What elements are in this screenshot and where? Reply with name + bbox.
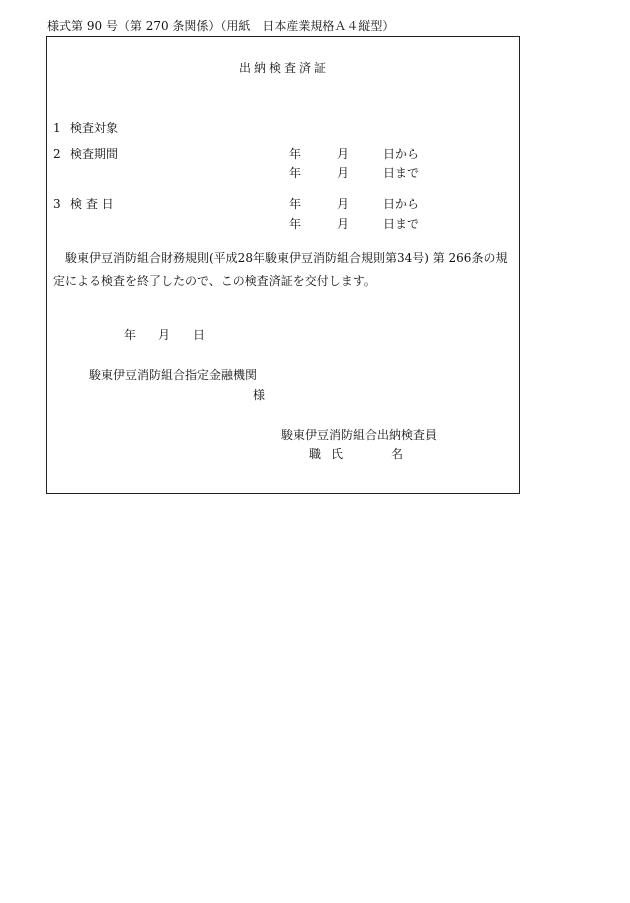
item-3-number: 3 [53, 197, 61, 211]
item-2-label: 検査期間 [70, 147, 119, 161]
inspect-from-year: 年 [289, 197, 302, 211]
period-from-month: 月 [337, 147, 350, 161]
inspect-to-day: 日まで [383, 217, 420, 231]
shokumei-shi: 氏 [331, 447, 344, 461]
certificate-paragraph: 駿東伊豆消防組合財務規則(平成28年駿東伊豆消防組合規則第34号) 第 266条の規定による検査を終了したので、この検査済証を交付します。 [53, 251, 508, 288]
period-to-year: 年 [289, 166, 302, 180]
issue-day: 日 [193, 328, 206, 342]
period-from-year: 年 [289, 147, 302, 161]
document-title: 出納検査済証 [239, 61, 330, 75]
period-to-month: 月 [337, 166, 350, 180]
inspector-title: 駿東伊豆消防組合出納検査員 [281, 428, 438, 442]
shokumei-mei: 名 [391, 447, 404, 461]
item-3-label: 検 査 日 [70, 197, 114, 211]
item-1-label: 検査対象 [70, 121, 119, 135]
honorific-sama: 様 [253, 388, 266, 402]
issue-year: 年 [124, 328, 137, 342]
form-number-header: 様式第 90 号（第 270 条関係）（用紙 日本産業規格Ａ４縦型） [47, 19, 395, 33]
inspect-to-year: 年 [289, 217, 302, 231]
period-to-day: 日まで [383, 166, 420, 180]
item-1-number: 1 [53, 121, 61, 135]
period-from-day: 日から [383, 147, 420, 161]
inspect-from-month: 月 [337, 197, 350, 211]
item-2-number: 2 [53, 147, 61, 161]
issue-month: 月 [158, 328, 171, 342]
addressee: 駿東伊豆消防組合指定金融機関 [89, 368, 258, 382]
inspect-to-month: 月 [337, 217, 350, 231]
shokumei-shoku: 職 [309, 447, 322, 461]
inspect-from-day: 日から [383, 197, 420, 211]
